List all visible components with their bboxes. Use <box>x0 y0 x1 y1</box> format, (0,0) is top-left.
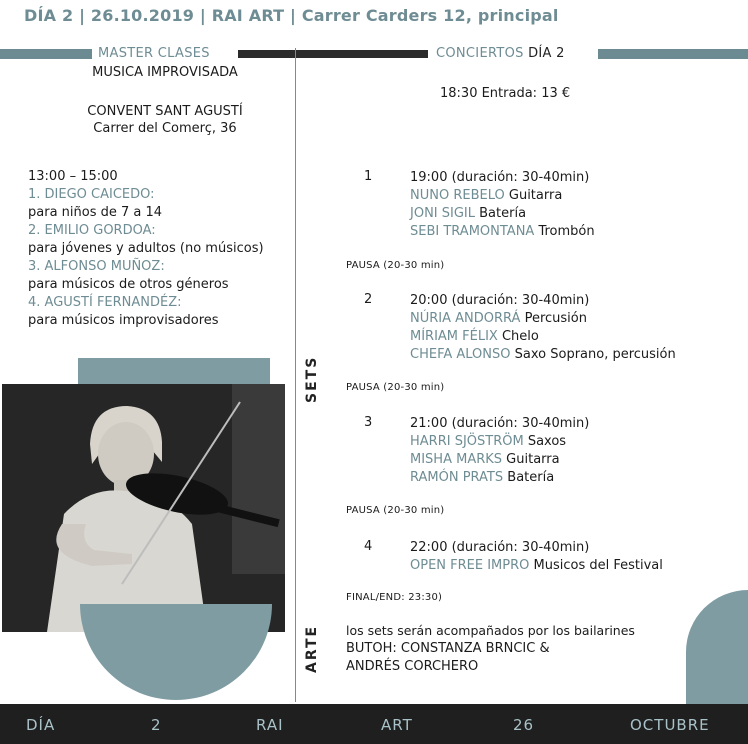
set-4-artist-1: OPEN FREE IMPRO <box>410 558 530 573</box>
class-time: 13:00 – 15:00 <box>28 169 118 184</box>
set-2-artist-2: MÍRIAM FÉLIX <box>410 329 498 344</box>
left-bar-dark <box>238 50 428 58</box>
left-section-title: MASTER CLASES <box>98 46 210 61</box>
class-name-2: 2. EMILIO GORDOA: <box>28 223 156 238</box>
set-3 <box>410 415 589 487</box>
class-name-3: 3. ALFONSO MUÑOZ: <box>28 259 165 274</box>
set-1-artist-1: NUNO REBELO <box>410 188 505 203</box>
class-name-1: 1. DIEGO CAICEDO: <box>28 187 155 202</box>
class-desc-4: para músicos improvisadores <box>28 313 219 328</box>
set-1-artist-3: SEBI TRAMONTANA <box>410 224 535 239</box>
set-2-inst-3: Saxo Soprano, percusión <box>514 347 676 362</box>
master-subtitle: MUSICA IMPROVISADA <box>92 65 238 80</box>
footer-word-3: RAI <box>256 716 284 734</box>
pausa-1: PAUSA (20-30 min) <box>346 260 445 271</box>
quarter-circle-decor-right <box>686 590 748 704</box>
footer-word-2: 2 <box>151 716 162 734</box>
class-desc-2: para jóvenes y adultos (no músicos) <box>28 241 264 256</box>
set-1-time: 19:00 (duración: 30-40min) <box>410 170 590 185</box>
set-4-inst-1: Musicos del Festival <box>533 558 663 573</box>
semicircle-decor-left <box>80 604 272 700</box>
right-section-day: DÍA 2 <box>528 46 565 61</box>
right-section-header <box>436 46 565 61</box>
set-3-artist-1: HARRI SJÖSTRÖM <box>410 434 524 449</box>
photo-accent-block <box>78 358 270 386</box>
set-2-artist-3: CHEFA ALONSO <box>410 347 511 362</box>
right-section-title: CONCIERTOS <box>436 46 524 61</box>
footer-word-5: 26 <box>513 716 535 734</box>
class-desc-3: para músicos de otros géneros <box>28 277 229 292</box>
set-4 <box>410 539 663 575</box>
pausa-3: PAUSA (20-30 min) <box>346 505 445 516</box>
set-2-inst-2: Chelo <box>501 329 539 344</box>
class-desc-1: para niños de 7 a 14 <box>28 205 163 220</box>
right-bar-accent <box>598 49 748 59</box>
set-3-artist-3: RAMÓN PRATS <box>410 470 504 485</box>
footer-word-4: ART <box>381 716 413 734</box>
set-3-number: 3 <box>364 415 373 430</box>
violinist-illustration <box>2 384 285 632</box>
set-3-inst-3: Batería <box>507 470 555 485</box>
set-2 <box>410 292 676 364</box>
footer-word-1: DÍA <box>26 716 56 734</box>
class-name-4: 4. AGUSTÍ FERNANDÉZ: <box>28 295 182 310</box>
set-1 <box>410 169 595 241</box>
arte-line-1: los sets serán acompañados por los bailarines <box>346 623 635 638</box>
concert-entry: 18:30 Entrada: 13 € <box>440 86 571 101</box>
left-bar-accent <box>0 49 92 59</box>
arte-line-2: BUTOH: CONSTANZA BRNCIC & <box>346 641 550 656</box>
class-list <box>28 168 264 330</box>
set-3-inst-1: Saxos <box>527 434 567 449</box>
footer-bar <box>0 704 748 744</box>
left-section-header <box>98 46 210 61</box>
set-1-number: 1 <box>364 169 373 184</box>
set-1-inst-1: Guitarra <box>508 188 563 203</box>
column-divider <box>295 48 296 702</box>
sets-vertical-label: SETS <box>304 355 320 403</box>
set-2-inst-1: Percusión <box>524 311 587 326</box>
header-line: DÍA 2 | 26.10.2019 | RAI ART | Carrer Carders 12, principal <box>24 6 559 25</box>
violinist-photo <box>2 384 285 632</box>
set-4-number: 4 <box>364 539 373 554</box>
arte-line-3: ANDRÉS CORCHERO <box>346 659 479 674</box>
set-2-artist-1: NÚRIA ANDORRÁ <box>410 311 521 326</box>
set-4-time: 22:00 (duración: 30-40min) <box>410 540 590 555</box>
set-3-artist-2: MISHA MARKS <box>410 452 503 467</box>
set-2-number: 2 <box>364 292 373 307</box>
footer-word-6: OCTUBRE <box>630 716 710 734</box>
venue-name: CONVENT SANT AGUSTÍ <box>87 104 243 119</box>
set-1-inst-3: Trombón <box>538 224 595 239</box>
pausa-2: PAUSA (20-30 min) <box>346 382 445 393</box>
final-time: FINAL/END: 23:30) <box>346 592 443 603</box>
venue-address: Carrer del Comerç, 36 <box>93 121 237 136</box>
set-1-artist-2: JONI SIGIL <box>410 206 475 221</box>
set-3-time: 21:00 (duración: 30-40min) <box>410 416 590 431</box>
arte-block <box>346 622 635 676</box>
set-3-inst-2: Guitarra <box>506 452 560 467</box>
set-1-inst-2: Batería <box>479 206 527 221</box>
arte-vertical-label: ARTE <box>304 624 320 673</box>
set-2-time: 20:00 (duración: 30-40min) <box>410 293 590 308</box>
